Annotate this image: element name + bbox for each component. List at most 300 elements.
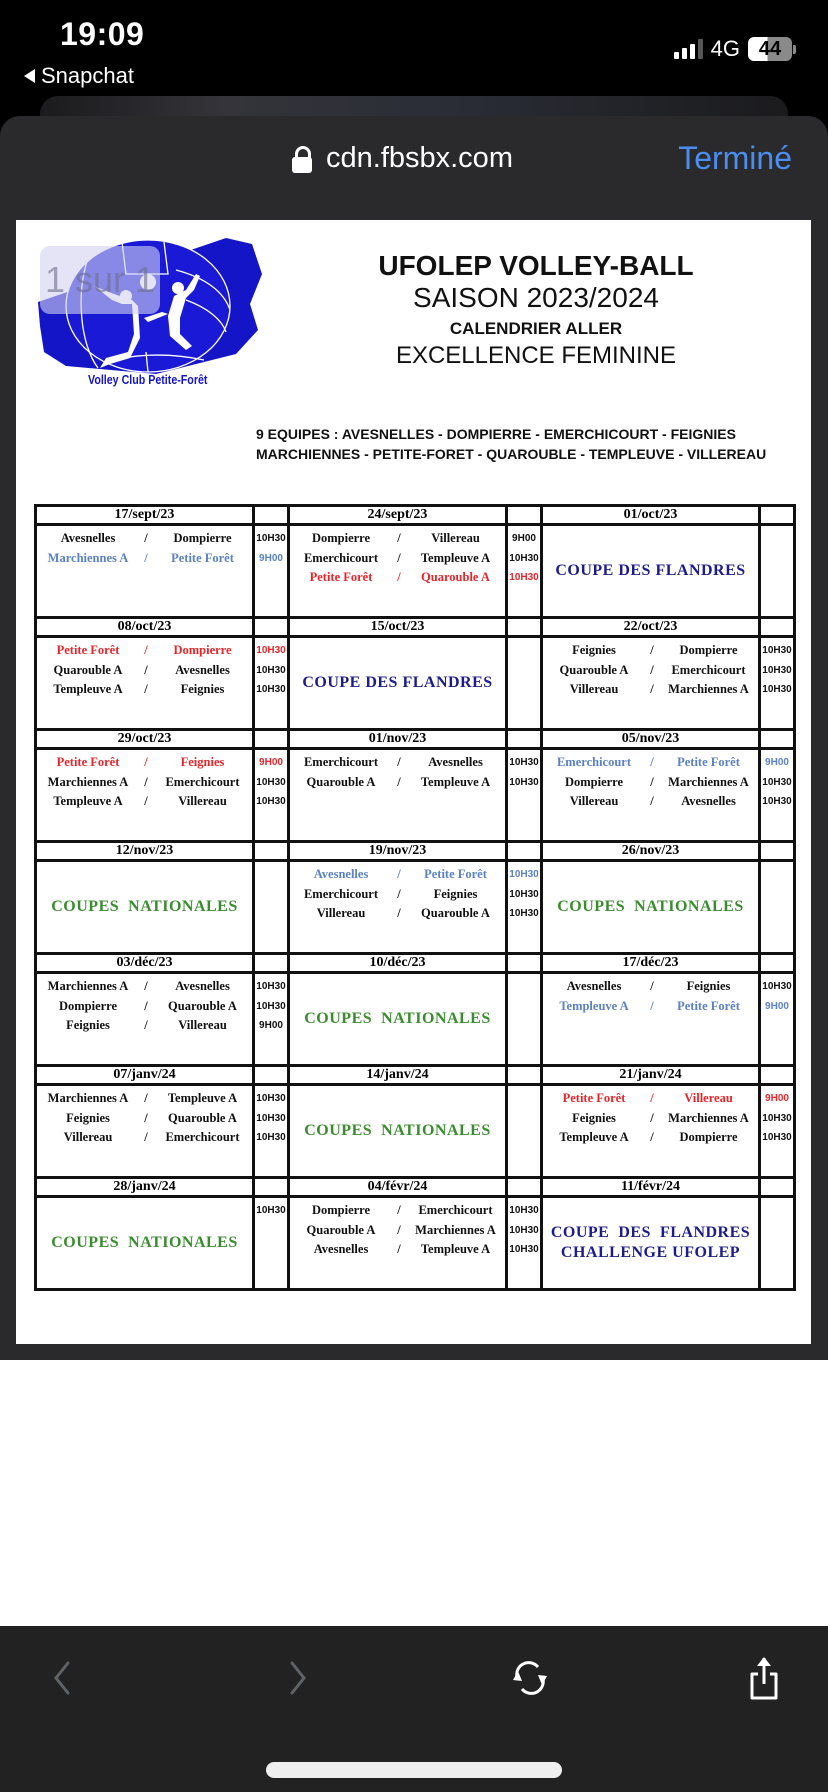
match-line	[543, 753, 758, 773]
back-app-label: Snapchat	[41, 63, 134, 88]
event-label	[543, 862, 758, 952]
match-time: 9H00	[765, 757, 789, 768]
away-team: Quarouble A	[168, 1110, 237, 1125]
match-date: 01/nov/23	[289, 730, 507, 749]
times-cell	[760, 749, 795, 842]
times-cell	[760, 861, 795, 954]
page-indicator: 1 sur 1	[40, 246, 160, 314]
time-header	[760, 618, 795, 637]
away-team: Feignies	[433, 886, 478, 901]
match-line	[37, 1016, 252, 1036]
match-date: 21/janv/24	[542, 1066, 760, 1085]
matches-row	[36, 525, 795, 618]
match-line	[37, 661, 252, 681]
away-team: Dompierre	[679, 1130, 738, 1144]
time-header	[254, 730, 289, 749]
time-header	[254, 954, 289, 973]
event-line: COUPE DES FLANDRES	[555, 562, 746, 579]
home-team: Templeuve A	[53, 682, 123, 696]
match-separator: /	[144, 794, 148, 808]
match-time: 9H00	[259, 552, 283, 564]
forward-button[interactable]	[276, 1656, 320, 1700]
away-team: Dompierre	[679, 643, 738, 657]
matches-row	[36, 973, 795, 1066]
away-team: Marchiennes A	[668, 1110, 749, 1125]
away-team: Templeuve A	[167, 1091, 238, 1105]
match-time: 10H30	[256, 1000, 286, 1012]
match-separator: /	[144, 774, 148, 789]
matchday-cell	[542, 973, 760, 1066]
away-team: Quarouble A	[421, 570, 490, 584]
match-time: 10H30	[256, 533, 286, 544]
event-label	[290, 1086, 505, 1176]
home-team: Quarouble A	[306, 1222, 376, 1237]
match-time: 10H30	[509, 888, 539, 900]
match-time: 10H30	[256, 664, 286, 676]
match-line	[37, 641, 252, 661]
match-line	[543, 773, 758, 793]
away-team: Dompierre	[173, 643, 232, 657]
time-header	[254, 1178, 289, 1197]
home-team: Emerchicourt	[556, 755, 632, 769]
match-line	[543, 1128, 758, 1148]
times-cell	[254, 525, 289, 618]
event-label	[290, 974, 505, 1064]
match-date: 07/janv/24	[36, 1066, 254, 1085]
match-line	[37, 977, 252, 997]
pdf-page	[16, 220, 811, 1344]
match-date: 01/oct/23	[542, 506, 760, 525]
time-header	[760, 1178, 795, 1197]
match-date: 14/janv/24	[289, 1066, 507, 1085]
event-line: COUPES NATIONALES	[304, 1010, 491, 1027]
matches-row	[36, 861, 795, 954]
match-separator: /	[144, 1130, 148, 1144]
away-team: Quarouble A	[168, 998, 237, 1013]
rotate-button[interactable]	[508, 1656, 552, 1700]
matchday-cell	[542, 861, 760, 954]
match-separator: /	[397, 1222, 401, 1237]
match-line	[37, 549, 252, 569]
away-team: Marchiennes A	[668, 682, 749, 696]
away-team: Feignies	[180, 755, 225, 769]
matchday-cell	[289, 861, 507, 954]
match-line	[543, 680, 758, 700]
away-team: Quarouble A	[421, 906, 490, 920]
match-separator: /	[650, 1130, 654, 1144]
home-team: Marchiennes A	[47, 774, 129, 789]
match-separator: /	[397, 1242, 401, 1256]
matchday-cell	[289, 749, 507, 842]
away-team: Villereau	[684, 1091, 733, 1105]
home-team: Avesnelles	[313, 1242, 369, 1256]
time-header	[254, 506, 289, 525]
home-team: Templeuve A	[559, 998, 629, 1013]
match-time: 9H00	[512, 533, 536, 544]
match-separator: /	[144, 682, 148, 696]
away-team: Villereau	[431, 531, 480, 545]
match-date: 17/sept/23	[36, 506, 254, 525]
home-team: Marchiennes A	[47, 550, 129, 565]
home-team: Emerchicourt	[303, 886, 379, 901]
times-cell	[254, 749, 289, 842]
match-line	[37, 997, 252, 1017]
match-line	[37, 792, 252, 812]
home-team: Villereau	[63, 1130, 113, 1144]
times-cell	[254, 637, 289, 730]
event-line: COUPE DES FLANDRES	[550, 1224, 751, 1241]
back-triangle-icon	[24, 69, 35, 83]
url-text: cdn.fbsbx.com	[326, 142, 513, 174]
matchday-cell	[36, 973, 254, 1066]
schedule-table	[34, 504, 796, 1291]
match-date: 24/sept/23	[289, 506, 507, 525]
match-line	[37, 529, 252, 549]
matchday-cell	[289, 1085, 507, 1178]
matchday-cell	[289, 637, 507, 730]
chevron-right-icon	[287, 1660, 309, 1696]
times-cell	[507, 749, 542, 842]
away-team: Avesnelles	[175, 979, 230, 993]
match-separator: /	[650, 1091, 654, 1105]
match-line	[37, 773, 252, 793]
away-team: Feignies	[180, 682, 225, 696]
home-team: Quarouble A	[559, 662, 629, 677]
matches-row	[36, 1197, 795, 1290]
match-separator: /	[397, 867, 401, 881]
match-line	[290, 1221, 505, 1241]
match-date: 19/nov/23	[289, 842, 507, 861]
rotate-icon	[508, 1656, 552, 1700]
match-time: 10H30	[509, 1244, 539, 1255]
home-team: Marchiennes A	[47, 1091, 129, 1105]
back-button[interactable]	[40, 1656, 84, 1700]
match-time: 10H30	[509, 1205, 539, 1216]
home-team: Dompierre	[58, 998, 118, 1013]
home-team: Templeuve A	[53, 794, 123, 808]
match-separator: /	[144, 1110, 148, 1125]
match-separator: /	[397, 906, 401, 920]
home-team: Quarouble A	[53, 662, 123, 677]
times-cell	[760, 637, 795, 730]
match-line	[543, 641, 758, 661]
chevron-left-icon	[51, 1660, 73, 1696]
match-time: 10H30	[509, 757, 539, 768]
away-team: Feignies	[686, 979, 731, 993]
match-date: 15/oct/23	[289, 618, 507, 637]
match-time: 10H30	[256, 796, 286, 807]
match-time: 10H30	[256, 1205, 286, 1216]
match-separator: /	[650, 998, 654, 1013]
home-team: Petite Forêt	[562, 1091, 626, 1105]
match-date: 12/nov/23	[36, 842, 254, 861]
match-separator: /	[144, 531, 148, 545]
match-separator: /	[144, 643, 148, 657]
home-team: Dompierre	[564, 774, 624, 789]
signal-icon	[674, 39, 703, 59]
time-header	[507, 842, 542, 861]
match-line	[290, 1201, 505, 1221]
match-line	[543, 977, 758, 997]
matchday-cell	[542, 1085, 760, 1178]
match-separator: /	[397, 755, 401, 769]
away-team: Villereau	[178, 794, 227, 808]
match-time: 10H30	[509, 1224, 539, 1236]
date-row	[36, 618, 795, 637]
event-line: COUPE DES FLANDRES	[302, 674, 493, 691]
home-team: Marchiennes A	[47, 979, 129, 993]
match-time: 10H30	[256, 1093, 286, 1104]
match-separator: /	[397, 531, 401, 545]
document-season: SAISON 2023/2024	[413, 282, 659, 313]
away-team: Templeuve A	[420, 774, 491, 789]
away-team: Emerchicourt	[671, 662, 746, 677]
away-team: Emerchicourt	[418, 1203, 493, 1217]
match-date: 08/oct/23	[36, 618, 254, 637]
matchday-cell	[36, 637, 254, 730]
away-team: Marchiennes A	[668, 774, 749, 789]
home-team: Avesnelles	[566, 979, 622, 993]
match-line	[290, 773, 505, 793]
away-team: Templeuve A	[420, 1242, 491, 1256]
times-cell	[507, 1085, 542, 1178]
matches-row	[36, 637, 795, 730]
match-time: 9H00	[259, 757, 283, 768]
logo-caption: Volley Club Petite-Forêt	[88, 372, 208, 387]
match-date: 11/févr/24	[542, 1178, 760, 1197]
match-separator: /	[144, 662, 148, 677]
match-separator: /	[650, 794, 654, 808]
match-time: 10H30	[762, 1112, 792, 1124]
match-time: 9H00	[765, 1000, 789, 1012]
match-date: 22/oct/23	[542, 618, 760, 637]
document-division: EXCELLENCE FEMININE	[395, 342, 677, 369]
matchday-cell	[542, 1197, 760, 1290]
teams-list	[256, 424, 766, 464]
times-cell	[507, 1197, 542, 1290]
battery-level: 44	[748, 37, 792, 61]
away-team: Petite Forêt	[424, 867, 487, 881]
match-date: 28/janv/24	[36, 1178, 254, 1197]
matchday-cell	[289, 1197, 507, 1290]
match-time: 10H30	[762, 796, 792, 807]
date-row	[36, 1066, 795, 1085]
match-separator: /	[650, 662, 654, 677]
time-header	[254, 1066, 289, 1085]
match-time: 10H30	[762, 664, 792, 676]
match-separator: /	[397, 550, 401, 565]
match-line	[290, 568, 505, 588]
match-time: 10H30	[762, 684, 792, 695]
date-row	[36, 506, 795, 525]
match-line	[543, 792, 758, 812]
match-line	[290, 904, 505, 924]
match-separator: /	[650, 643, 654, 657]
match-date: 26/nov/23	[542, 842, 760, 861]
event-line: COUPES NATIONALES	[51, 1234, 238, 1251]
home-team: Villereau	[569, 682, 619, 696]
share-button[interactable]	[742, 1656, 786, 1700]
home-indicator[interactable]	[266, 1762, 562, 1778]
network-label: 4G	[710, 36, 740, 61]
teams-line-2: MARCHIENNES - PETITE-FORET - QUAROUBLE - TEMPLEUVE - VILLEREAU	[256, 446, 767, 462]
match-time: 10H30	[509, 776, 539, 788]
match-date: 10/déc/23	[289, 954, 507, 973]
home-team: Villereau	[316, 906, 366, 920]
event-line: COUPES NATIONALES	[557, 898, 744, 915]
time-header	[507, 506, 542, 525]
matchday-cell	[36, 525, 254, 618]
times-cell	[760, 525, 795, 618]
match-line	[290, 549, 505, 569]
times-cell	[760, 1197, 795, 1290]
match-time: 9H00	[765, 1093, 789, 1104]
away-team: Dompierre	[173, 531, 232, 545]
match-line	[290, 885, 505, 905]
match-time: 10H30	[762, 981, 792, 992]
match-time: 10H30	[509, 908, 539, 919]
pdf-viewer[interactable]	[0, 204, 828, 1360]
status-time: 19:09	[60, 16, 145, 52]
share-icon	[744, 1654, 784, 1702]
match-line	[290, 1240, 505, 1260]
times-cell	[254, 861, 289, 954]
time-header	[760, 954, 795, 973]
time-header	[507, 1066, 542, 1085]
home-team: Avesnelles	[313, 867, 369, 881]
home-team: Feignies	[66, 1110, 110, 1125]
match-separator: /	[144, 550, 148, 565]
matchday-cell	[36, 861, 254, 954]
times-cell	[507, 525, 542, 618]
event-label	[37, 862, 252, 952]
event-label	[543, 526, 758, 616]
times-cell	[254, 1085, 289, 1178]
away-team: Marchiennes A	[415, 1222, 496, 1237]
match-line	[37, 753, 252, 773]
back-to-app-link[interactable]	[24, 63, 134, 89]
away-team: Avesnelles	[681, 794, 736, 808]
match-separator: /	[144, 1018, 148, 1032]
match-date: 05/nov/23	[542, 730, 760, 749]
match-line	[37, 1128, 252, 1148]
times-cell	[760, 973, 795, 1066]
match-line	[37, 680, 252, 700]
matchday-cell	[289, 525, 507, 618]
match-line	[37, 1109, 252, 1129]
teams-line-1: 9 EQUIPES : AVESNELLES - DOMPIERRE - EMERCHICOURT - FEIGNIES	[256, 426, 736, 442]
match-time: 10H30	[256, 981, 286, 992]
time-header	[760, 842, 795, 861]
event-label	[543, 1198, 758, 1288]
match-separator: /	[650, 774, 654, 789]
match-line	[543, 997, 758, 1017]
away-team: Petite Forêt	[677, 755, 740, 769]
match-time: 10H30	[509, 552, 539, 564]
away-team: Villereau	[178, 1018, 227, 1032]
bottom-toolbar	[0, 1626, 828, 1792]
home-team: Feignies	[66, 1018, 110, 1032]
time-header	[760, 506, 795, 525]
matches-row	[36, 749, 795, 842]
match-line	[290, 529, 505, 549]
match-time: 10H30	[256, 684, 286, 695]
home-team: Templeuve A	[559, 1130, 629, 1144]
event-label	[290, 638, 505, 728]
match-time: 10H30	[509, 869, 539, 880]
home-team: Dompierre	[311, 1203, 371, 1217]
match-time: 10H30	[256, 1132, 286, 1143]
time-header	[760, 1066, 795, 1085]
home-team: Villereau	[569, 794, 619, 808]
match-time: 10H30	[509, 572, 539, 583]
match-time: 9H00	[259, 1020, 283, 1031]
document-title: UFOLEP VOLLEY-BALL	[378, 250, 694, 281]
matchday-cell	[542, 637, 760, 730]
match-separator: /	[144, 755, 148, 769]
time-header	[507, 730, 542, 749]
times-cell	[254, 1197, 289, 1290]
match-separator: /	[650, 1110, 654, 1125]
time-header	[254, 842, 289, 861]
matchday-cell	[36, 1197, 254, 1290]
times-cell	[507, 637, 542, 730]
away-team: Avesnelles	[175, 662, 230, 677]
match-separator: /	[650, 682, 654, 696]
match-time: 10H30	[256, 1112, 286, 1124]
times-cell	[254, 973, 289, 1066]
times-cell	[507, 973, 542, 1066]
time-header	[254, 618, 289, 637]
time-header	[760, 730, 795, 749]
event-label	[37, 1198, 252, 1288]
match-separator: /	[397, 886, 401, 901]
match-date: 29/oct/23	[36, 730, 254, 749]
home-team: Petite Forêt	[56, 643, 120, 657]
matchday-cell	[36, 1085, 254, 1178]
home-team: Feignies	[572, 643, 616, 657]
date-row	[36, 730, 795, 749]
match-separator: /	[397, 774, 401, 789]
match-separator: /	[144, 1091, 148, 1105]
match-separator: /	[650, 979, 654, 993]
matchday-cell	[542, 525, 760, 618]
event-line: COUPES NATIONALES	[51, 898, 238, 915]
home-team: Feignies	[572, 1110, 616, 1125]
match-separator: /	[397, 570, 401, 584]
home-team: Petite Forêt	[309, 570, 373, 584]
status-indicators	[674, 36, 796, 62]
done-button[interactable]: Terminé	[678, 140, 792, 176]
away-team: Templeuve A	[420, 550, 491, 565]
matches-row	[36, 1085, 795, 1178]
time-header	[507, 618, 542, 637]
match-line	[37, 1089, 252, 1109]
url-bar[interactable]	[292, 142, 513, 175]
browser-header	[0, 116, 828, 204]
battery-icon	[748, 37, 796, 61]
match-date: 04/févr/24	[289, 1178, 507, 1197]
match-separator: /	[650, 755, 654, 769]
home-team: Avesnelles	[60, 531, 116, 545]
date-row	[36, 1178, 795, 1197]
home-team: Emerchicourt	[303, 550, 379, 565]
home-team: Quarouble A	[306, 774, 376, 789]
match-time: 10H30	[762, 776, 792, 788]
home-team: Emerchicourt	[303, 755, 379, 769]
event-line: CHALLENGE UFOLEP	[560, 1244, 741, 1261]
date-row	[36, 842, 795, 861]
